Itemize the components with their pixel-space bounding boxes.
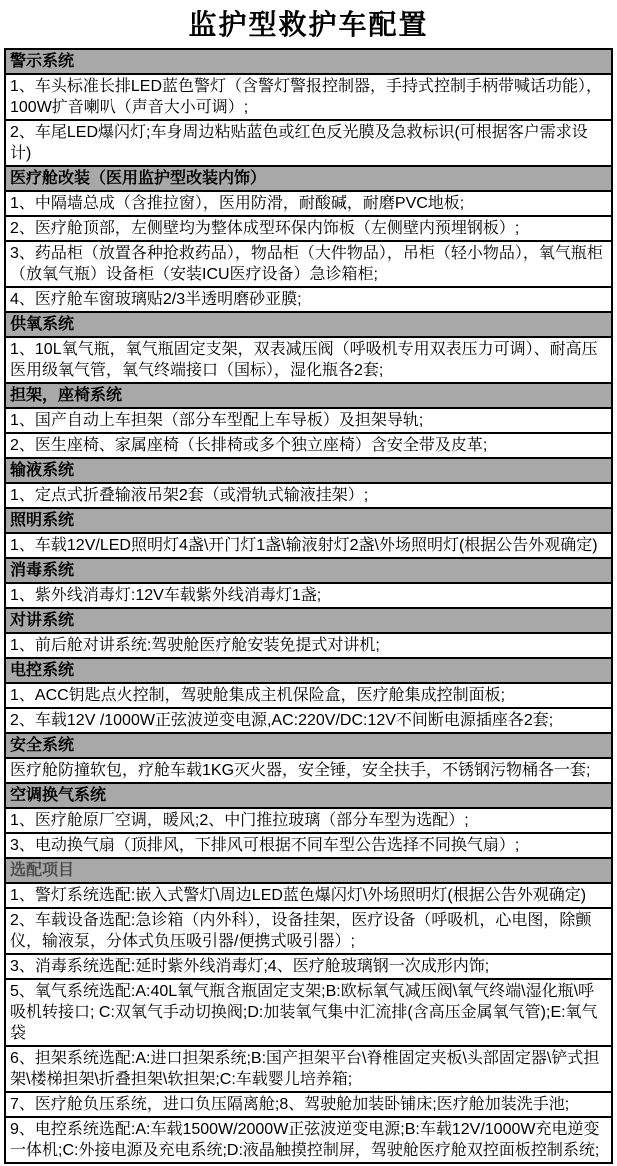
config-item-text: 1、医疗舱原厂空调，暖风;2、中门推拉玻璃（部分车型为选配）;	[5, 808, 612, 833]
config-item-text: 2、医生座椅、家属座椅（长排椅或多个独立座椅）含安全带及皮革;	[5, 433, 612, 458]
config-item-text: 1、紫外线消毒灯:12V车载紫外线消毒灯1盏;	[5, 583, 612, 608]
config-item-text: 7、医疗舱负压系统，进口负压隔离舱;8、驾驶舱加装卧铺床;医疗舱加装洗手池;	[5, 1092, 612, 1117]
config-item-text: 2、车载设备选配:急诊箱（内外科），设备挂架，医疗设备（呼吸机，心电图，除颤仪，输液泵，分体式负压吸引器/便携式吸引器）;	[5, 908, 612, 954]
config-item-row	[5, 287, 612, 312]
section-header-label: 选配项目	[5, 858, 612, 883]
config-item-text: 1、车载12V/LED照明灯4盏\开门灯1盏\输液射灯2盏\外场照明灯(根据公告外观确定)	[5, 533, 612, 558]
section-header-label: 空调换气系统	[5, 783, 612, 808]
section-header-row	[5, 458, 612, 483]
config-item-text: 5、氧气系统选配:A:40L氧气瓶含瓶固定支架;B:欧标氧气减压阀\氧气终端\湿化瓶\呼吸机转接口; C:双氧气手动切换阀;D:加装氧气集中汇流排(含高压金属氧气管);E:氧气袋	[5, 979, 612, 1046]
section-header-label: 担架，座椅系统	[5, 383, 612, 408]
config-item-row	[5, 883, 612, 908]
config-item-text: 医疗舱防撞软包，疗舱车载1KG灭火器，安全锤，安全扶手，不锈钢污物桶各一套;	[5, 758, 612, 783]
config-item-text: 1、警灯系统选配:嵌入式警灯\周边LED蓝色爆闪灯\外场照明灯(根据公告外观确定)	[5, 883, 612, 908]
config-item-row	[5, 191, 612, 216]
section-header-label: 消毒系统	[5, 558, 612, 583]
config-item-row	[5, 433, 612, 458]
config-item-row	[5, 833, 612, 858]
config-item-text: 1、车头标准长排LED蓝色警灯（含警灯警报控制器，手持式控制手柄带喊话功能），100W扩音喇叭（声音大小可调）;	[5, 74, 612, 120]
section-header-row	[5, 312, 612, 337]
config-item-row	[5, 241, 612, 287]
config-item-row	[5, 74, 612, 120]
config-item-row	[5, 533, 612, 558]
section-header-row	[5, 558, 612, 583]
section-header-row	[5, 383, 612, 408]
section-header-row	[5, 166, 612, 191]
config-item-row	[5, 337, 612, 383]
config-item-row	[5, 408, 612, 433]
config-table	[4, 48, 613, 1164]
config-item-text: 1、前后舱对讲系统:驾驶舱医疗舱安装免提式对讲机;	[5, 633, 612, 658]
config-item-row	[5, 1117, 612, 1163]
section-header-row	[5, 508, 612, 533]
config-item-row	[5, 216, 612, 241]
section-header-label: 安全系统	[5, 733, 612, 758]
config-item-row	[5, 954, 612, 979]
config-item-text: 2、车载12V /1000W正弦波逆变电源,AC:220V/DC:12V不间断电源插座各2套;	[5, 708, 612, 733]
config-item-row	[5, 1046, 612, 1092]
config-item-text: 3、电动换气扇（顶排风，下排风可根据不同车型公告选择不同换气扇）;	[5, 833, 612, 858]
section-header-label: 医疗舱改装（医用监护型改装内饰）	[5, 166, 612, 191]
config-item-text: 1、ACC钥匙点火控制，驾驶舱集成主机保险盒，医疗舱集成控制面板;	[5, 683, 612, 708]
config-table-body	[5, 49, 612, 1163]
config-item-row	[5, 633, 612, 658]
page-title: 监护型救护车配置	[188, 9, 429, 40]
config-item-row	[5, 908, 612, 954]
section-header-label: 输液系统	[5, 458, 612, 483]
section-header-label: 警示系统	[5, 49, 612, 74]
section-header-label: 电控系统	[5, 658, 612, 683]
config-item-text: 1、中隔墙总成（含推拉窗），医用防滑，耐酸碱，耐磨PVC地板;	[5, 191, 612, 216]
section-header-row	[5, 658, 612, 683]
config-item-row	[5, 683, 612, 708]
config-item-text: 3、药品柜（放置各种抢救药品），物品柜（大件物品），吊柜（轻小物品），氧气瓶柜（放氧气瓶）设备柜（安装ICU医疗设备）急诊箱柜;	[5, 241, 612, 287]
config-item-text: 2、医疗舱顶部，左侧壁均为整体成型环保内饰板（左侧壁内预埋钢板）;	[5, 216, 612, 241]
config-item-row	[5, 758, 612, 783]
config-item-row	[5, 808, 612, 833]
config-item-text: 1、国产自动上车担架（部分车型配上车导板）及担架导轨;	[5, 408, 612, 433]
section-header-row	[5, 783, 612, 808]
config-item-text: 9、电控系统选配:A:车载1500W/2000W正弦波逆变电源;B:车载12V/1000W充电逆变一体机;C:外接电源及充电系统;D:液晶触摸控制屏，驾驶舱医疗舱双控面板控制系统;	[5, 1117, 612, 1163]
section-header-row	[5, 858, 612, 883]
config-item-text: 1、定点式折叠输液吊架2套（或滑轨式输液挂架）;	[5, 483, 612, 508]
config-item-row	[5, 979, 612, 1046]
config-item-row	[5, 483, 612, 508]
section-header-label: 照明系统	[5, 508, 612, 533]
config-item-text: 6、担架系统选配:A:进口担架系统;B:国产担架平台\脊椎固定夹板\头部固定器\铲式担架\楼梯担架\折叠担架\软担架;C:车载婴儿培养箱;	[5, 1046, 612, 1092]
config-item-row	[5, 583, 612, 608]
section-header-row	[5, 733, 612, 758]
config-item-row	[5, 1092, 612, 1117]
section-header-label: 对讲系统	[5, 608, 612, 633]
config-item-text: 4、医疗舱车窗玻璃贴2/3半透明磨砂亚膜;	[5, 287, 612, 312]
config-item-text: 1、10L氧气瓶，氧气瓶固定支架，双表减压阀（呼吸机专用双表压力可调）、耐高压医用级氧气管，氧气终端接口（国标），湿化瓶各2套;	[5, 337, 612, 383]
config-item-row	[5, 120, 612, 166]
config-item-text: 3、消毒系统选配:延时紫外线消毒灯;4、医疗舱玻璃钢一次成形内饰;	[5, 954, 612, 979]
section-header-row	[5, 49, 612, 74]
config-item-text: 2、车尾LED爆闪灯;车身周边粘贴蓝色或红色反光膜及急救标识(可根据客户需求设计)	[5, 120, 612, 166]
section-header-label: 供氧系统	[5, 312, 612, 337]
section-header-row	[5, 608, 612, 633]
config-item-row	[5, 708, 612, 733]
